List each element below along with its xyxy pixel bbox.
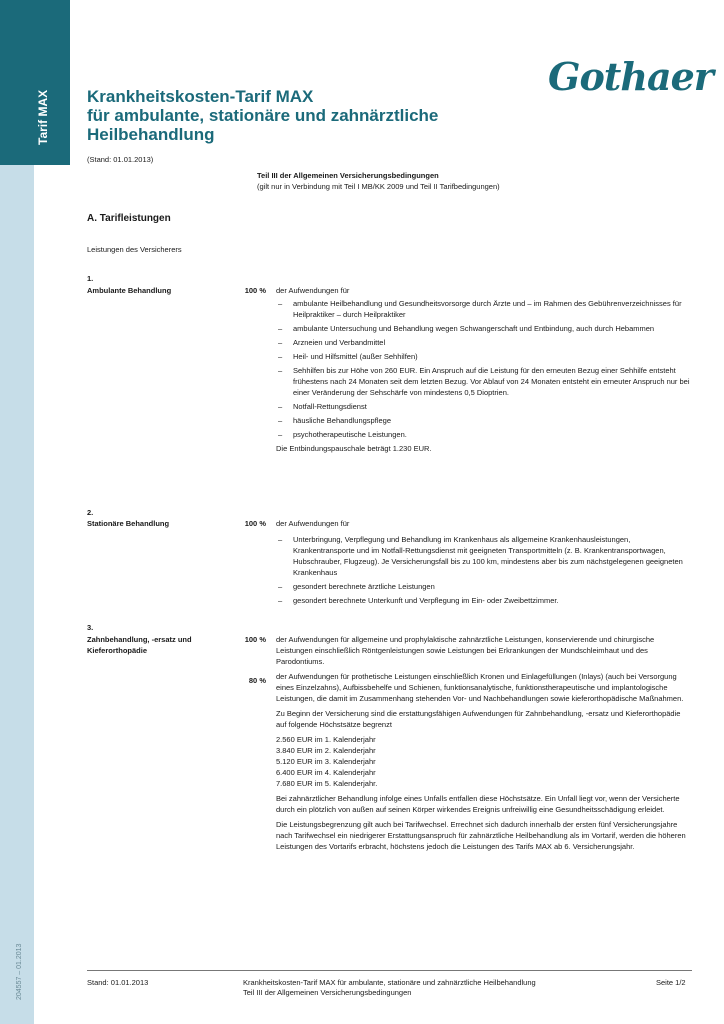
section-3-limits	[276, 734, 691, 789]
list-item: – ambulante Heilbehandlung und Gesundheitsvorsorge durch Ärzte und – im Rahmen des Gebührenverzeichnisses für Heilpraktiker – durch Heilpraktiker	[276, 298, 691, 320]
document-code: 204557 – 01.2013	[16, 943, 23, 1000]
section-1-list	[276, 298, 691, 440]
section-3-paragraph-3: Zu Beginn der Versicherung sind die erstattungsfähigen Aufwendungen für Zahnbehandlung, -ersatz und Kieferorthopädie auf folgende Höchstsätze begrenzt	[276, 709, 681, 729]
section-2-intro: der Aufwendungen für	[276, 519, 350, 528]
part-title: Teil III der Allgemeinen Versicherungsbedingungen	[257, 171, 439, 180]
page-title	[87, 87, 527, 144]
section-3-percent-80: 80 %	[248, 676, 266, 685]
section-1-intro: der Aufwendungen für	[276, 286, 350, 295]
list-item: – Unterbringung, Verpflegung und Behandlung im Krankenhaus als allgemeine Krankenhausleistungen, Krankentransporte und im Notfall-Rettungsdienst mit geeigneten Transportmitteln (z. B. Krankentransportwagen, Hubschrauber, Flugzeug). Je Versicherungsfall bis zu 100 km, mindestens aber bis zum nächstgelegenen geeigneten Krankenhaus	[276, 534, 691, 578]
footer-title-line-1: Krankheitskosten-Tarif MAX für ambulante, stationäre und zahnärztliche Heilbehandlung	[243, 978, 536, 987]
section-3-paragraph-5: Die Leistungsbegrenzung gilt auch bei Tarifwechsel. Errechnet sich dadurch innerhalb der ersten fünf Versicherungsjahre nach Tarifwechsel ein niedrigerer Erstattungsanspruch für zahnärztliche Heilbehandlung als im Vortarif, werden die höheren Leistungen des Vortarifs erbracht, höchstens jedoch die Leistungen des Tarifs MAX ab 6. Versicherungsjahr.	[276, 820, 686, 851]
section-1-outro: Die Entbindungspauschale beträgt 1.230 EUR.	[276, 444, 432, 453]
limit-item: 3.840 EUR im 2. Kalenderjahr	[276, 746, 376, 755]
footer-page-number: Seite 1/2	[656, 978, 686, 987]
part-heading	[257, 170, 500, 192]
section-3-text	[276, 634, 691, 856]
section-1-text	[276, 285, 691, 454]
limit-item: 2.560 EUR im 1. Kalenderjahr	[276, 735, 376, 744]
section-1-number: 1.	[87, 274, 94, 283]
limit-item: 6.400 EUR im 4. Kalenderjahr	[276, 768, 376, 777]
section-3-paragraph-2: der Aufwendungen für prothetische Leistungen einschließlich Kronen und Einlagefüllungen (Inlays) (auch bei Versorgung eines Einzelzahns), Aufbissbehelfe und Schienen, funktionsanalytische, funktionstherapeutische und implantologische Leistungen, die damit im Zusammenhang stehenden Vor- und Nachbehandlungen sowie kieferorthopädische Maßnahmen.	[276, 672, 684, 703]
section-heading-a: A. Tarifleistungen	[87, 213, 171, 224]
section-1-label: Ambulante Behandlung	[87, 286, 172, 295]
title-line-1: Krankheitskosten-Tarif MAX	[87, 87, 314, 106]
list-item: – gesondert berechnete Unterkunft und Verpflegung im Ein- oder Zweibettzimmer.	[276, 595, 691, 606]
part-subtitle: (gilt nur in Verbindung mit Teil I MB/KK 2009 und Teil II Tarifbedingungen)	[257, 182, 500, 191]
list-item: – Notfall-Rettungsdienst	[276, 401, 691, 412]
list-item: – Heil- und Hilfsmittel (außer Sehhilfen)	[276, 351, 691, 362]
section-3-percent-100: 100 %	[244, 635, 266, 644]
list-item: – häusliche Behandlungspflege	[276, 415, 691, 426]
sidebar-tariff-label: Tarif MAX	[36, 89, 50, 145]
list-item: – Arzneien und Verbandmittel	[276, 337, 691, 348]
list-item: – psychotherapeutische Leistungen.	[276, 429, 691, 440]
section-2-label: Stationäre Behandlung	[87, 519, 170, 528]
section-3-number: 3.	[87, 623, 94, 632]
title-line-3: Heilbehandlung	[87, 125, 215, 144]
section-2-text	[276, 518, 691, 609]
footer-document-title	[243, 978, 536, 998]
section-3-paragraph-1: der Aufwendungen für allgemeine und prophylaktische zahnärztliche Leistungen, konservierende und chirurgische Leistungen einschließlich Röntgenleistungen sowie Leistungen bei Erkrankungen der Mundschleimhaut und des Parodontiums.	[276, 635, 655, 666]
list-item: – gesondert berechnete ärztliche Leistungen	[276, 581, 691, 592]
section-1-percent: 100 %	[244, 286, 266, 295]
section-2-percent: 100 %	[244, 519, 266, 528]
section-2-list	[276, 534, 691, 606]
section-3-label: Zahnbehandlung, -ersatz und Kieferorthopädie	[87, 635, 192, 655]
title-line-2: für ambulante, stationäre und zahnärztliche	[87, 106, 439, 125]
footer-stand: Stand: 01.01.2013	[87, 978, 149, 987]
section-2-number: 2.	[87, 508, 94, 517]
section-subheading: Leistungen des Versicherers	[87, 245, 182, 254]
footer-divider	[87, 970, 692, 971]
section-3-paragraph-4: Bei zahnärztlicher Behandlung infolge eines Unfalls entfallen diese Höchstsätze. Ein Unfall liegt vor, wenn der Versicherte durch ein plötzlich von außen auf seinen Körper wirkendes Ereignis unfreiwillig eine Gesundheitsschädigung erleidet.	[276, 794, 680, 814]
sidebar-tab	[0, 0, 70, 165]
gothaer-logo: Gothaer	[548, 54, 713, 99]
limit-item: 7.680 EUR im 5. Kalenderjahr.	[276, 779, 378, 788]
footer-title-line-2: Teil III der Allgemeinen Versicherungsbedingungen	[243, 988, 412, 997]
list-item: – ambulante Untersuchung und Behandlung wegen Schwangerschaft und Entbindung, auch durch Hebammen	[276, 323, 691, 334]
list-item: – Sehhilfen bis zur Höhe von 260 EUR. Ein Anspruch auf die Leistung für den erneuten Bezug einer Sehhilfe entsteht frühestens nach 24 Monaten seit dem letzten Bezug. Vor Ablauf von 24 Monaten entsteht ein erneuter Anspruch nur bei einer Veränderung der Sehschärfe von mindestens 0,5 Dioptrien.	[276, 365, 691, 398]
stand-date: (Stand: 01.01.2013)	[87, 155, 154, 164]
limit-item: 5.120 EUR im 3. Kalenderjahr	[276, 757, 376, 766]
